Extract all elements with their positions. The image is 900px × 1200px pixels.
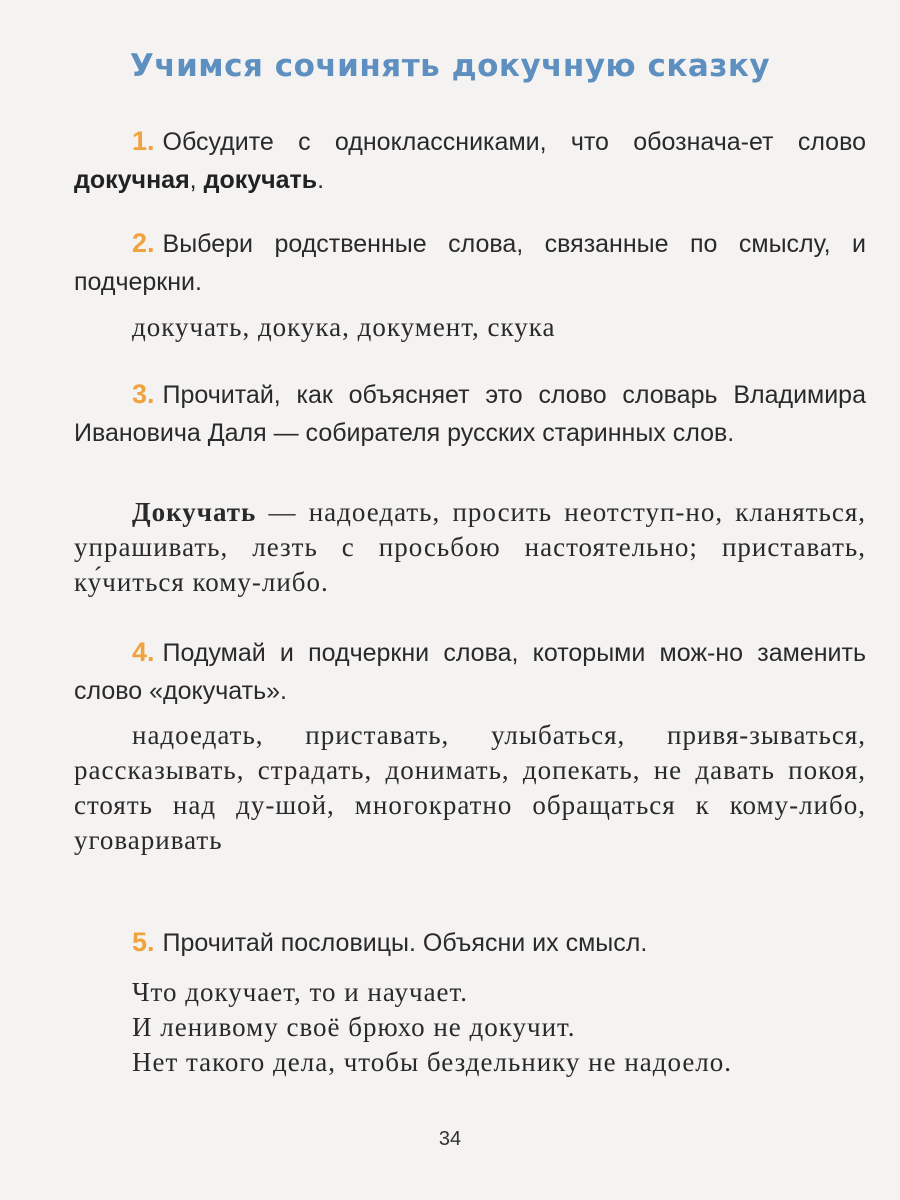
definition-term: Докучать bbox=[132, 497, 257, 527]
task-1-text: Обсудите с одноклассниками, что обознача-ет слово bbox=[162, 128, 866, 156]
task-4-text: Подумай и подчеркни слова, которыми мож-но заменить слово «докучать». bbox=[74, 639, 866, 705]
task-3-number: 3. bbox=[132, 379, 155, 409]
proverbs-list bbox=[74, 975, 866, 1080]
page-title: Учимся сочинять докучную сказку bbox=[129, 48, 771, 84]
task-1-bold-word-1: докучная bbox=[74, 166, 190, 194]
task-2-word-list: докучать, докука, документ, скука bbox=[132, 312, 556, 342]
task-2 bbox=[74, 224, 866, 301]
task-4 bbox=[74, 633, 866, 710]
task-4-number: 4. bbox=[132, 637, 155, 667]
task-2-text: Выбери родственные слова, связанные по смыслу, и подчеркни. bbox=[74, 230, 866, 296]
task-1-number: 1. bbox=[132, 126, 155, 156]
task-1-end: . bbox=[317, 166, 325, 194]
dal-definition bbox=[74, 495, 866, 600]
page-number: 34 bbox=[438, 1128, 462, 1150]
task-2-number: 2. bbox=[132, 228, 155, 258]
proverb-2: И ленивому своё брюхо не докучит. bbox=[132, 1012, 576, 1042]
task-1-separator: , bbox=[189, 166, 197, 194]
task-1 bbox=[74, 122, 866, 199]
task-1-bold-word-2: докучать bbox=[203, 166, 318, 194]
task-3 bbox=[74, 375, 866, 452]
task-3-text: Прочитай, как объясняет это слово словарь Владимира Ивановича Даля — собирателя русских старинных слов. bbox=[74, 381, 866, 447]
proverb-1: Что докучает, то и научает. bbox=[132, 977, 469, 1007]
task-5-text: Прочитай пословицы. Объясни их смысл. bbox=[162, 929, 648, 957]
definition-text: — надоедать, просить неотступ-но, кланяться, упрашивать, лезть с просьбою настоятельно; приставать, ку́читься кому-либо. bbox=[74, 497, 866, 597]
proverb-3: Нет такого дела, чтобы бездельнику не надоело. bbox=[132, 1047, 733, 1077]
task-4-word-list: надоедать, приставать, улыбаться, привя-зываться, рассказывать, страдать, донимать, допекать, не давать покоя, стоять над ду-шой, многократно обращаться к кому-либо, уговаривать bbox=[74, 720, 866, 855]
task-5-number: 5. bbox=[132, 927, 155, 957]
task-5 bbox=[74, 923, 866, 962]
